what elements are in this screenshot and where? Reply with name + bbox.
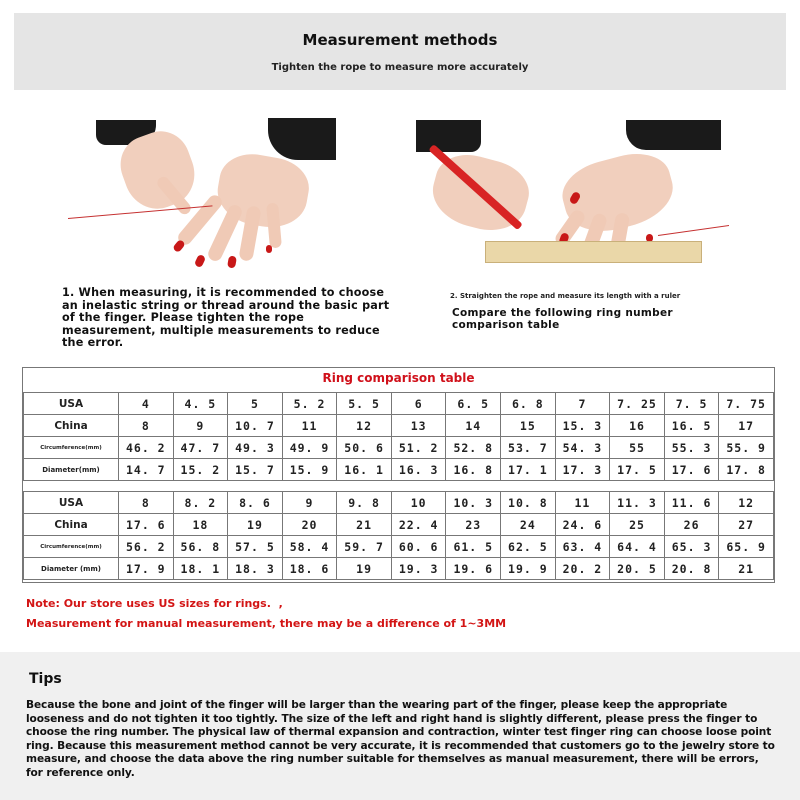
size-cell: 56. 8 (173, 536, 228, 558)
size-cell: 7 (555, 393, 610, 415)
size-grid-2 (23, 491, 774, 580)
size-cell: 5. 5 (337, 393, 392, 415)
size-cell: 6. 8 (501, 393, 556, 415)
size-cell: 11. 6 (664, 492, 719, 514)
size-cell: 9 (173, 415, 228, 437)
right-sleeve (268, 118, 336, 160)
size-cell: 63. 4 (555, 536, 610, 558)
size-cell: 19. 6 (446, 558, 501, 580)
size-cell: 26 (664, 514, 719, 536)
size-cell: 17 (719, 415, 774, 437)
size-cell: 16. 5 (664, 415, 719, 437)
page-subtitle: Tighten the rope to measure more accurately (271, 62, 529, 73)
size-cell: 10 (391, 492, 446, 514)
size-cell: 17. 8 (719, 459, 774, 481)
table-row (24, 459, 774, 481)
size-cell: 19. 3 (391, 558, 446, 580)
step-1-text: 1. When measuring, it is recommended to choose an inelastic string or thread around the basic part of the finger. Please tighten the rope measurement, multiple measurements to reduce the error. (62, 286, 390, 350)
table-row (24, 492, 774, 514)
nail (266, 245, 272, 253)
size-cell: 9 (282, 492, 337, 514)
size-cell: 60. 6 (391, 536, 446, 558)
table-row (24, 393, 774, 415)
size-cell: 19 (228, 514, 283, 536)
tips-body: Because the bone and joint of the finger will be larger than the wearing part of the finger, please keep the appropriate looseness and do not tighten it too tightly. The size of the left and right hand is slightly different, please press the finger to choose the ring number. The physical law of thermal expansion and contraction, winter test finger ring can choose loose point ring. Because this measurement method cannot be very accurate, it is recommended that customers go to the jewelry store to measure, and choose the data above the ring number suitable for themselves as manual measurement, there will be errors, for reference only. (26, 699, 775, 779)
size-cell: 47. 7 (173, 437, 228, 459)
size-cell: 17. 9 (119, 558, 174, 580)
size-cell: 18 (173, 514, 228, 536)
size-cell: 15. 3 (555, 415, 610, 437)
size-cell: 55. 9 (719, 437, 774, 459)
red-string (658, 225, 729, 236)
left-sleeve (416, 120, 481, 152)
tips-section (0, 652, 800, 800)
size-cell: 19 (337, 558, 392, 580)
size-cell: 17. 6 (664, 459, 719, 481)
table-row (24, 514, 774, 536)
size-cell: 49. 9 (282, 437, 337, 459)
step-2-text: 2. Straighten the rope and measure its length with a ruler (450, 292, 681, 300)
size-cell: 10. 8 (501, 492, 556, 514)
size-cell: 20. 8 (664, 558, 719, 580)
size-cell: 24. 6 (555, 514, 610, 536)
size-cell: 10. 7 (228, 415, 283, 437)
size-cell: 51. 2 (391, 437, 446, 459)
row-label: Circumference(mm) (24, 437, 119, 459)
row-label: Circumference(mm) (24, 536, 119, 558)
row-label: China (24, 514, 119, 536)
size-cell: 19. 9 (501, 558, 556, 580)
size-cell: 18. 1 (173, 558, 228, 580)
size-cell: 22. 4 (391, 514, 446, 536)
size-cell: 8. 6 (228, 492, 283, 514)
right-sleeve (626, 120, 721, 150)
size-cell: 4 (119, 393, 174, 415)
nail (194, 254, 206, 268)
size-cell: 8. 2 (173, 492, 228, 514)
size-cell: 23 (446, 514, 501, 536)
size-cell: 16. 1 (337, 459, 392, 481)
size-cell: 11 (282, 415, 337, 437)
size-cell: 61. 5 (446, 536, 501, 558)
ring-table-title: Ring comparison table (322, 371, 475, 385)
row-label: Diameter (mm) (24, 558, 119, 580)
size-cell: 64. 4 (610, 536, 665, 558)
size-cell: 65. 9 (719, 536, 774, 558)
size-cell: 15. 2 (173, 459, 228, 481)
size-cell: 52. 8 (446, 437, 501, 459)
size-cell: 20. 5 (610, 558, 665, 580)
size-grid-1 (23, 392, 774, 481)
size-cell: 17. 6 (119, 514, 174, 536)
size-cell: 53. 7 (501, 437, 556, 459)
size-cell: 14. 7 (119, 459, 174, 481)
size-cell: 11 (555, 492, 610, 514)
size-cell: 15. 9 (282, 459, 337, 481)
size-cell: 55. 3 (664, 437, 719, 459)
size-cell: 16. 3 (391, 459, 446, 481)
size-cell: 54. 3 (555, 437, 610, 459)
row-label: China (24, 415, 119, 437)
size-cell: 56. 2 (119, 536, 174, 558)
size-cell: 16. 8 (446, 459, 501, 481)
size-cell: 49. 3 (228, 437, 283, 459)
size-cell: 17. 5 (610, 459, 665, 481)
size-cell: 20. 2 (555, 558, 610, 580)
size-cell: 17. 1 (501, 459, 556, 481)
note-us-sizes: Note: Our store uses US sizes for rings. , (26, 597, 283, 610)
size-cell: 7. 5 (664, 393, 719, 415)
size-cell: 5. 2 (282, 393, 337, 415)
size-cell: 8 (119, 492, 174, 514)
size-cell: 7. 75 (719, 393, 774, 415)
size-cell: 27 (719, 514, 774, 536)
size-cell: 57. 5 (228, 536, 283, 558)
tips-title: Tips (29, 671, 62, 687)
size-cell: 11. 3 (610, 492, 665, 514)
size-cell: 25 (610, 514, 665, 536)
size-cell: 6 (391, 393, 446, 415)
size-cell: 9. 8 (337, 492, 392, 514)
size-cell: 12 (719, 492, 774, 514)
size-cell: 15 (501, 415, 556, 437)
ruler-pen-photo (413, 118, 729, 268)
size-cell: 15. 7 (228, 459, 283, 481)
nail (227, 255, 237, 268)
size-cell: 4. 5 (173, 393, 228, 415)
table-row (24, 415, 774, 437)
page-title: Measurement methods (302, 31, 498, 49)
size-cell: 59. 7 (337, 536, 392, 558)
size-cell: 21 (337, 514, 392, 536)
compare-text: Compare the following ring number comparison table (452, 307, 673, 331)
size-cell: 65. 3 (664, 536, 719, 558)
size-cell: 62. 5 (501, 536, 556, 558)
size-cell: 18. 3 (228, 558, 283, 580)
size-cell: 7. 25 (610, 393, 665, 415)
header-banner (14, 13, 786, 90)
size-cell: 24 (501, 514, 556, 536)
row-label: Diameter(mm) (24, 459, 119, 481)
size-cell: 13 (391, 415, 446, 437)
size-cell: 21 (719, 558, 774, 580)
hand-string-photo (68, 118, 336, 278)
size-cell: 5 (228, 393, 283, 415)
size-cell: 58. 4 (282, 536, 337, 558)
size-cell: 6. 5 (446, 393, 501, 415)
table-row (24, 536, 774, 558)
size-cell: 8 (119, 415, 174, 437)
size-cell: 46. 2 (119, 437, 174, 459)
size-cell: 20 (282, 514, 337, 536)
note-measurement-difference: Measurement for manual measurement, there may be a difference of 1~3MM (26, 617, 507, 630)
table-row (24, 437, 774, 459)
ring-comparison-table (22, 367, 775, 583)
size-cell: 18. 6 (282, 558, 337, 580)
row-label: USA (24, 393, 119, 415)
row-label: USA (24, 492, 119, 514)
size-cell: 17. 3 (555, 459, 610, 481)
red-string (68, 205, 212, 219)
size-cell: 55 (610, 437, 665, 459)
size-cell: 10. 3 (446, 492, 501, 514)
table-row (24, 558, 774, 580)
size-cell: 50. 6 (337, 437, 392, 459)
size-cell: 16 (610, 415, 665, 437)
size-cell: 14 (446, 415, 501, 437)
size-cell: 12 (337, 415, 392, 437)
ruler (485, 241, 702, 263)
